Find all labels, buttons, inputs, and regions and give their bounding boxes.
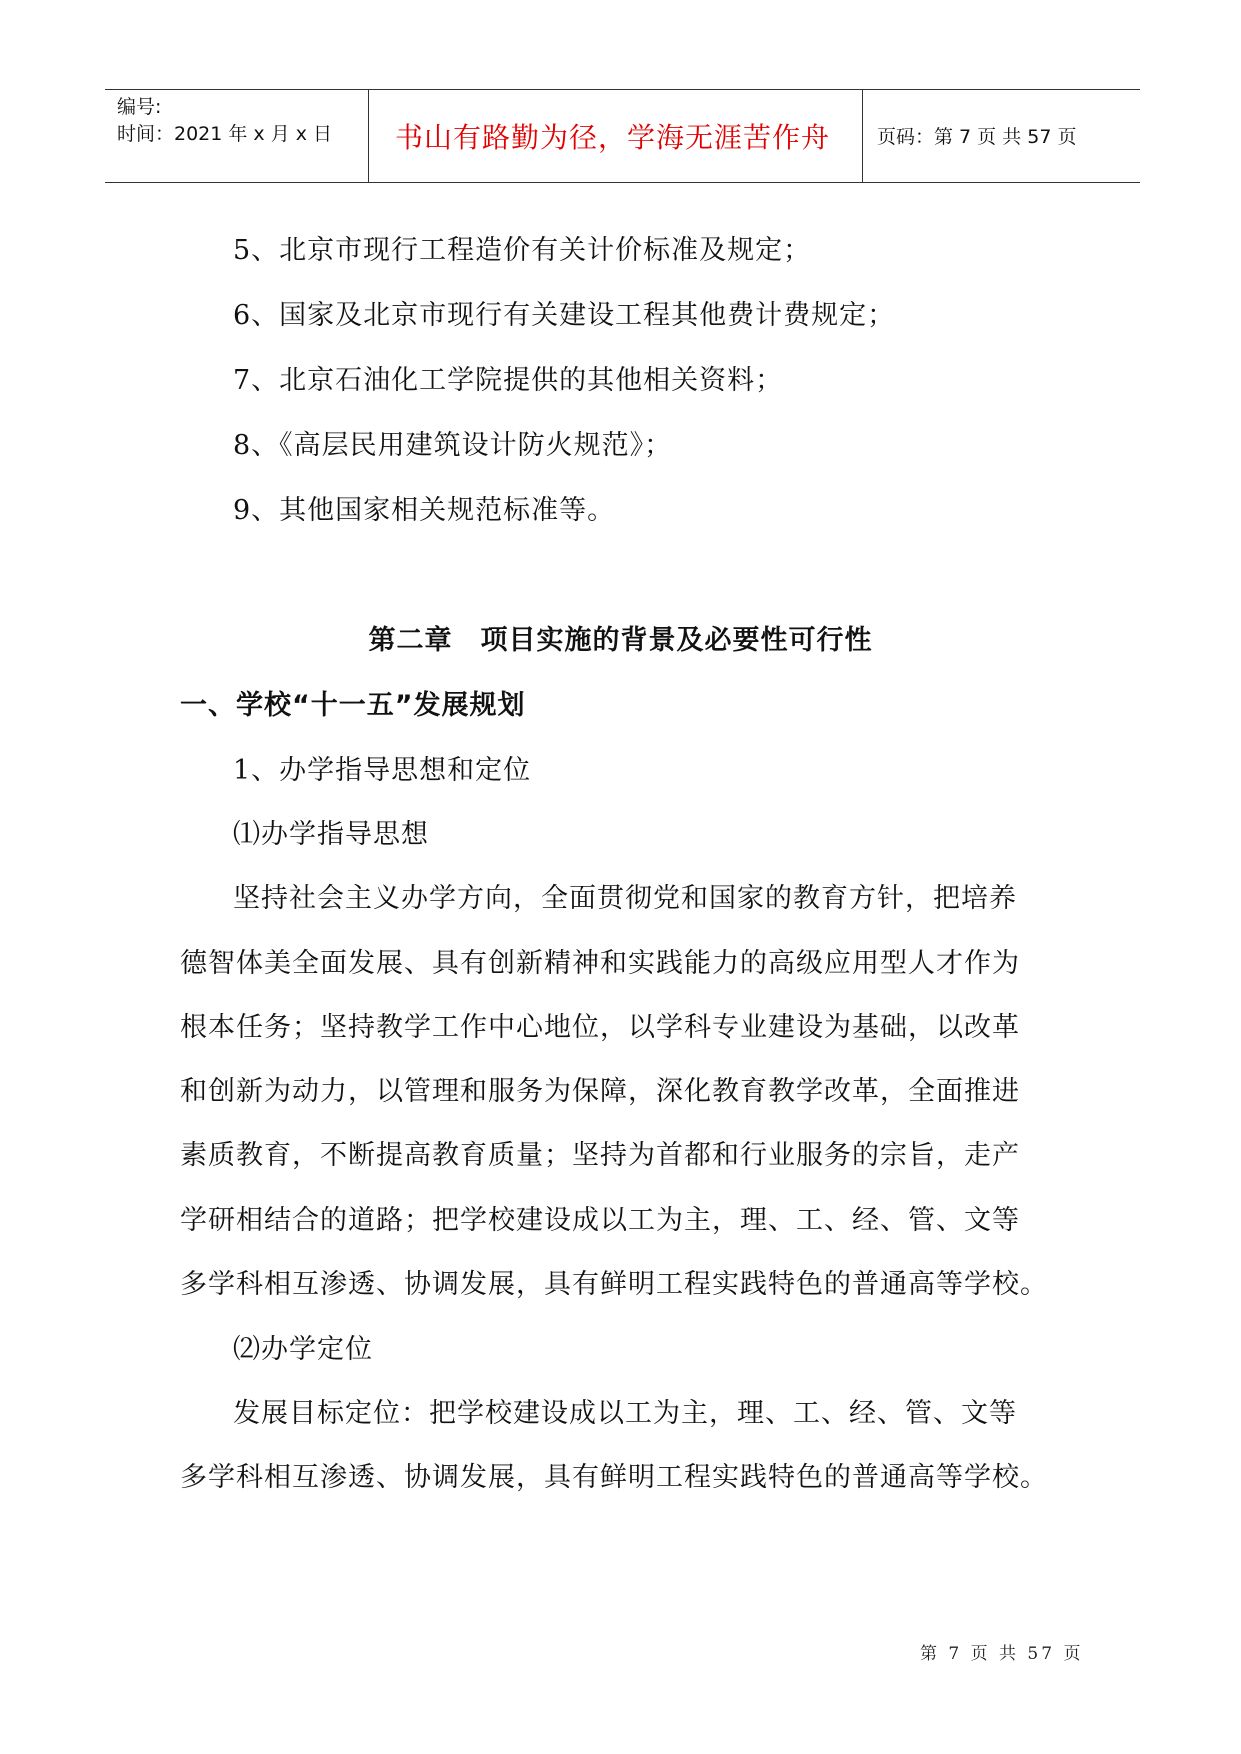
chapter-title: 第二章 项目实施的背景及必要性可行性 xyxy=(368,625,873,656)
paragraph-line: 多学科相互渗透、协调发展，具有鲜明工程实践特色的普通高等学校。 xyxy=(180,1462,1048,1493)
subsection-title: 1、办学指导思想和定位 xyxy=(233,755,532,786)
header-page-number: 页码：第 7 页 共 57 页 xyxy=(877,126,1077,148)
paragraph-line: 素质教育，不断提高教育质量；坚持为首都和行业服务的宗旨，走产 xyxy=(180,1140,1020,1171)
list-item: 9、其他国家相关规范标准等。 xyxy=(233,495,616,526)
section-title: 一、学校“十一五”发展规划 xyxy=(180,690,526,721)
header-motto: 书山有路勤为径，学海无涯苦作舟 xyxy=(395,121,831,154)
list-item: 7、北京石油化工学院提供的其他相关资料； xyxy=(233,365,784,396)
item-title: ⑴办学指导思想 xyxy=(233,819,429,850)
page-footer: 第 7 页 共 57 页 xyxy=(920,1644,1084,1664)
header-meta xyxy=(117,94,332,148)
list-item: 8、《高层民用建筑设计防火规范》； xyxy=(233,430,673,461)
header-divider xyxy=(862,90,863,182)
paragraph-line: 根本任务；坚持教学工作中心地位，以学科专业建设为基础，以改革 xyxy=(180,1012,1020,1043)
paragraph-line: 多学科相互渗透、协调发展，具有鲜明工程实践特色的普通高等学校。 xyxy=(180,1269,1048,1300)
list-item: 5、北京市现行工程造价有关计价标准及规定； xyxy=(233,235,812,266)
page-header xyxy=(105,89,1140,183)
paragraph-line: 坚持社会主义办学方向，全面贯彻党和国家的教育方针，把培养 xyxy=(233,883,1017,914)
document-time-label: 时间：2021 年 x 月 x 日 xyxy=(117,123,333,145)
list-item: 6、国家及北京市现行有关建设工程其他费计费规定； xyxy=(233,300,896,331)
paragraph-line: 学研相结合的道路；把学校建设成以工为主，理、工、经、管、文等 xyxy=(180,1205,1020,1236)
paragraph-line: 发展目标定位：把学校建设成以工为主，理、工、经、管、文等 xyxy=(233,1398,1017,1429)
item-title: ⑵办学定位 xyxy=(233,1334,373,1365)
paragraph-line: 德智体美全面发展、具有创新精神和实践能力的高级应用型人才作为 xyxy=(180,948,1020,979)
header-divider xyxy=(368,90,369,182)
paragraph-line: 和创新为动力，以管理和服务为保障，深化教育教学改革，全面推进 xyxy=(180,1076,1020,1107)
document-number-label: 编号: xyxy=(117,96,162,118)
